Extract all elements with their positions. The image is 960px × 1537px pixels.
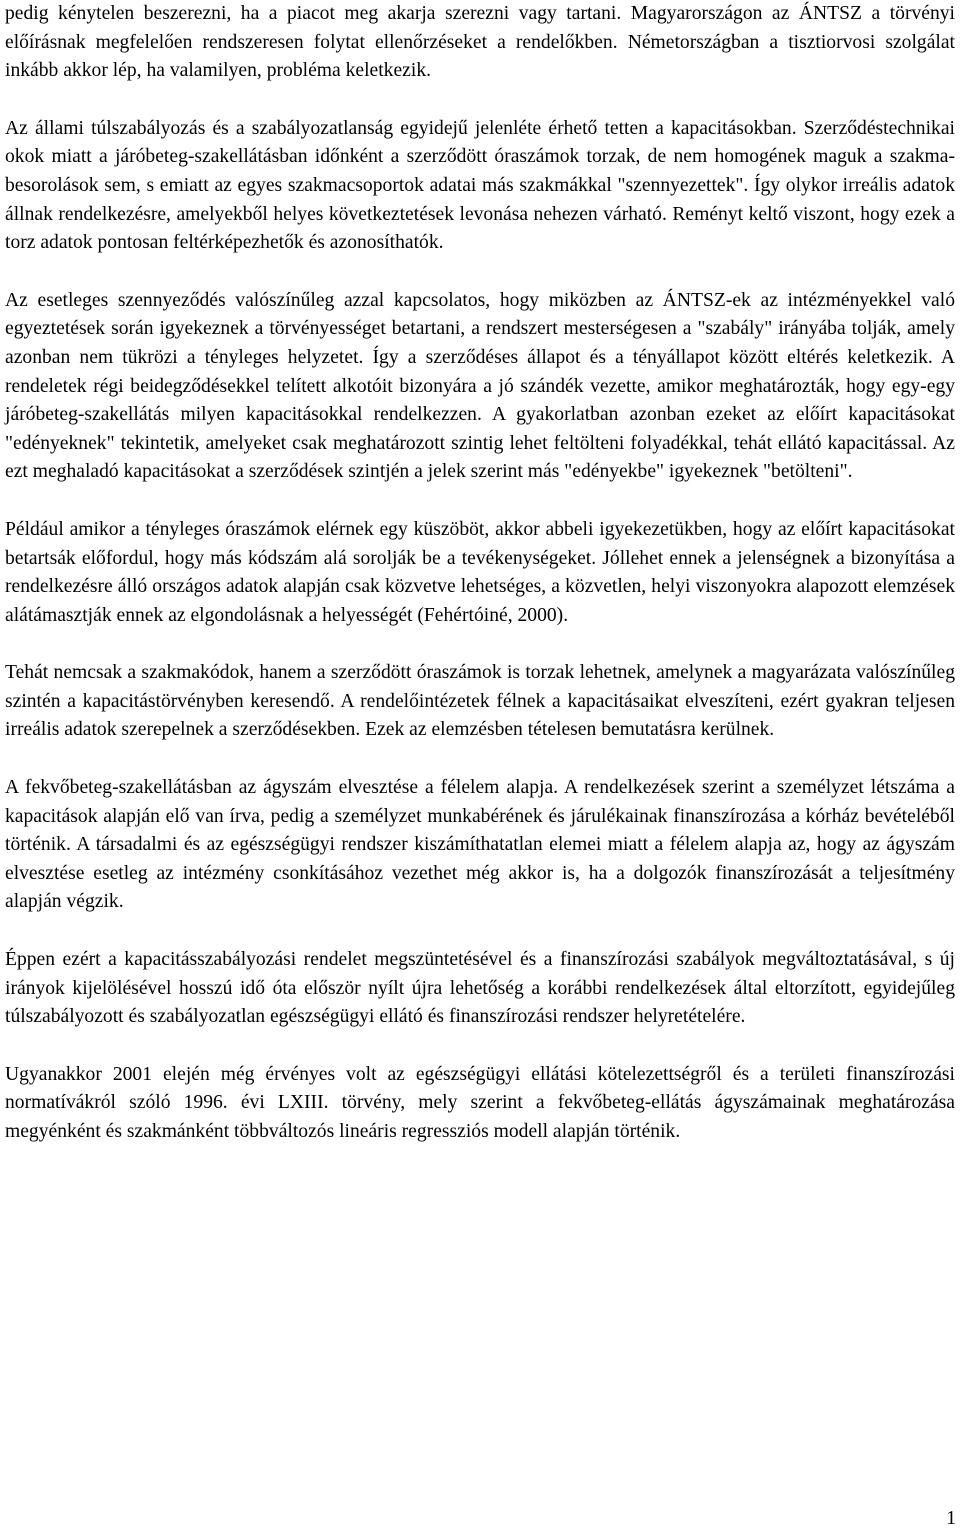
paragraph-7: Éppen ezért a kapacitásszabályozási rendelet megszüntetésével és a finanszírozási szabályok megváltoztatásával, s új irányok kijelölésével hosszú idő óta először nyílt újra lehetőség a korábbi rendelkezések által eltorzított, egyidejűleg túlszabályozott és szabályozatlan egészségügyi ellátó és finanszírozási rendszer helyretételére. <box>5 949 955 1028</box>
paragraph-5: Tehát nemcsak a szakmakódok, hanem a szerződött óraszámok is torzak lehetnek, amelynek a magyarázata valószínűleg szintén a kapacitástörvényben keresendő. A rendelőintézetek félnek a kapacitásaikat elveszíteni, ezért gyakran teljesen irreális adatok szerepelnek a szerződésekben. Ezek az elemzésben tételesen bemutatásra kerülnek. <box>5 662 955 741</box>
paragraph-6: A fekvőbeteg-szakellátásban az ágyszám elvesztése a félelem alapja. A rendelkezések szerint a személyzet létszáma a kapacitások alapján elő van írva, pedig a személyzet munkabérének és járulékainak finanszírozása a kórház bevételéből történik. A társadalmi és az egészségügyi rendszer kiszámíthatatlan elemei miatt a félelem alapja az, hogy az ágyszám elvesztése esetleg az intézmény csonkításához vezethet még akkor is, ha a dolgozók finanszírozását a teljesítmény alapján végzik. <box>5 777 955 913</box>
paragraph-8: Ugyanakkor 2001 elején még érvényes volt az egészségügyi ellátási kötelezettségről és a területi finanszírozási normatívákról szóló 1996. évi LXIII. törvény, mely szerint a fekvőbeteg-ellátás ágyszámainak meghatározása megyénként és szakmánként többváltozós lineáris regressziós modell alapján történik. <box>5 1063 955 1142</box>
paragraph-1: pedig kénytelen beszerezni, ha a piacot meg akarja szerezni vagy tartani. Magyarországon az ÁNTSZ a törvényi előírásnak megfelelően rendszeresen folytat ellenőrzéseket a rendelőkben. Németországban a tisztiorvosi szolgálat inkább akkor lép, ha valamilyen, probléma keletkezik. <box>5 3 955 82</box>
document-page <box>5 0 955 1147</box>
paragraph-4: Például amikor a tényleges óraszámok elérnek egy küszöböt, akkor abbeli igyekezetükben, hogy az előírt kapacitásokat betartsák előfordul, hogy más kódszám alá sorolják be a tevékenységeket. Jóllehet ennek a jelenségnek a bizonyítása a rendelkezésre álló országos adatok alapján csak közvetve lehetséges, a közvetlen, helyi viszonyokra alapozott elemzések alátámasztják ennek az elgondolásnak a helyességét (Fehértóiné, 2000). <box>5 518 955 626</box>
paragraph-3: Az esetleges szennyeződés valószínűleg azzal kapcsolatos, hogy miközben az ÁNTSZ-ek az intézményekkel való egyeztetések során igyekeznek a törvényességet betartani, a rendszert mesterségesen a "szabály" irányába tolják, amely azonban nem tükrözi a tényleges helyzetet. Így a szerződéses állapot és a tényállapot között eltérés keletkezik. A rendeletek régi beidegződésekkel telített alkotóit bizonyára a jó szándék vezette, amikor meghatározták, hogy egy-egy járóbeteg-szakellátás milyen kapacitásokkal rendelkezzen. A gyakorlatban azonban ezeket az előírt kapacitásokat "edényeknek" tekintetik, amelyeket csak meghatározott szintig lehet feltölteni folyadékkal, tehát ellátó kapacitással. Az ezt meghaladó kapacitásokat a szerződések szintjén a jelek szerint más "edényekbe" igyekeznek "betölteni". <box>5 289 955 483</box>
page-number: 1 <box>946 1508 956 1529</box>
paragraph-2: Az állami túlszabályozás és a szabályozatlanság egyidejű jelenléte érhető tetten a kapacitásokban. Szerződéstechnikai okok miatt a járóbeteg-szakellátásban időnként a szerződött óraszámok torzak, de nem homogének maguk a szakma-besorolások sem, s emiatt az egyes szakmacsoportok adatai más szakmákkal "szennyezettek". Így olykor irreális adatok állnak rendelkezésre, amelyekből helyes következtetések levonása nehezen várható. Reményt keltő viszont, hogy ezek a torz adatok pontosan feltérképezhetők és azonosíthatók. <box>5 117 955 254</box>
